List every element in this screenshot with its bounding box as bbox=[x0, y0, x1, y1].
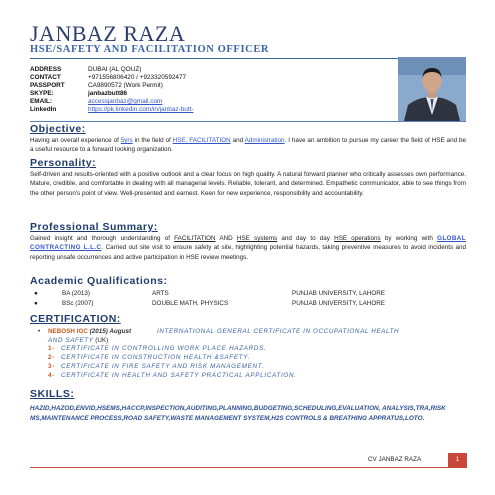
footer-label: CV JANBAZ RAZA bbox=[368, 456, 422, 463]
section-divider bbox=[30, 121, 466, 122]
page-number: 1 bbox=[448, 453, 467, 467]
certification-heading: CERTIFICATION: bbox=[30, 313, 121, 325]
text-run: and day to day bbox=[277, 235, 335, 242]
objective-heading: Objective: bbox=[30, 123, 86, 135]
contact-value: janbazbutt86 bbox=[88, 90, 128, 98]
underlined-term: HSE operations bbox=[334, 235, 381, 242]
cert-sub-text: CERTIFICATE IN HEALTH AND SAFETY PRACTICAL APPLICATION. bbox=[61, 371, 297, 379]
text-run: Having an overall experience of bbox=[30, 137, 121, 144]
linkedin-link[interactable]: https://pk.linkedin.com/in/janbaz-butt- bbox=[88, 106, 194, 114]
cert-sub-number: 1- bbox=[48, 345, 55, 353]
cert-country: (UK) bbox=[93, 336, 109, 344]
email-link[interactable]: accessjanbaz@gmail.com bbox=[88, 98, 163, 106]
portrait-image bbox=[398, 57, 466, 121]
contact-linkedin bbox=[30, 106, 194, 114]
cert-sub-text: CERTIFICATE IN CONTROLLING WORK PLACE HAZARDS. bbox=[61, 345, 267, 353]
cert-sub-item bbox=[48, 354, 399, 363]
text-run: . I have an ambition to pursue my career the field of HSE and be a useful resource to a forward looking organization. bbox=[30, 137, 466, 154]
cert-sub-item bbox=[48, 345, 399, 354]
contact-address bbox=[30, 66, 194, 74]
contact-label: PASSPORT bbox=[30, 82, 65, 90]
footer-divider bbox=[30, 467, 467, 468]
subject: DOUBLE MATH, PHYSICS bbox=[152, 300, 229, 307]
objective-text bbox=[30, 136, 466, 155]
field-link: HSE, FACILITATION bbox=[172, 137, 231, 144]
candidate-name: JANBAZ RAZA bbox=[30, 21, 186, 46]
degree: BSc (2007) bbox=[62, 300, 94, 307]
personality-text: Self-driven and results-oriented with a positive outlook and a clear focus on high quality. A natural forward planner who critically assesses own performance. Mature, credible, and comfortable in dealing with all managerial levels. Reliable, tolerant, and determined. Empathetic communicator, able to see things from the other person's point of view. Well-presented and earnest. Keen for new experience, responsibility and accountability. bbox=[30, 171, 466, 197]
cert-sub-number: 4- bbox=[48, 371, 55, 379]
contact-label: CONTACT bbox=[30, 74, 61, 82]
contact-value: +971556806420 / +923320592477 bbox=[88, 74, 187, 82]
text-run: by working with bbox=[380, 235, 438, 242]
cert-sub-item bbox=[48, 372, 399, 381]
institute: PUNJAB UNIVERSITY, LAHORE bbox=[292, 290, 385, 297]
skills-text: HAZID,HAZOD,ENVID,HSEMS,HACCP,INSPECTION,AUDITING,PLANNING,BUDGETING,SCHEDULING,EVALUATION, ANALYSIS,TRA,RISK MS,MAINTENANCE PROCESS,ROAD SAFETY,WASTE MANAGEMENT SYSTEM,H2S CONTROLS & BREATHING APPRATUS,LOTO. bbox=[30, 405, 446, 422]
contact-block bbox=[30, 66, 194, 115]
cert-sub-item bbox=[48, 363, 399, 372]
job-title: HSE/SAFETY AND FACILITATION OFFICER bbox=[30, 44, 270, 55]
profile-photo bbox=[398, 57, 466, 121]
summary-text bbox=[30, 234, 466, 262]
contact-label: EMAIL: bbox=[30, 98, 53, 106]
summary-heading: Professional Summary: bbox=[30, 221, 158, 233]
cert-sub-text: CERTIFICATE IN CONSTRUCTION HEALTH &SAFETY. bbox=[61, 354, 251, 362]
cert-sub-number: 2- bbox=[48, 354, 55, 362]
degree: BA (2013) bbox=[62, 290, 91, 297]
text-run: Gained insight and thorough understanding of bbox=[30, 235, 175, 242]
qualifications-heading: Academic Qualifications: bbox=[30, 275, 168, 287]
contact-phone bbox=[30, 74, 194, 82]
text-run: . Carried out site visit to ensure safety at site, highlighting potential hazards, taking preventive measures to avoid incidents and reporting unsafe occurrences and active participation in HSE review meetings. bbox=[30, 244, 466, 261]
cert-description-cont bbox=[48, 337, 399, 346]
cert-sub-number: 3- bbox=[48, 362, 55, 370]
cert-description: INTERNATIONAL GENERAL CERTIFICATE IN OCCUPATIONAL HEALTH bbox=[157, 328, 400, 335]
contact-email bbox=[30, 98, 194, 106]
subject: ARTS bbox=[152, 290, 169, 297]
contact-skype bbox=[30, 90, 194, 98]
cert-sub-text: CERTIFICATE IN FIRE SAFETY AND RISK MANAGEMENT. bbox=[61, 362, 265, 370]
qualification-row bbox=[30, 300, 385, 307]
contact-label: SKYPE: bbox=[30, 90, 54, 98]
institute: PUNJAB UNIVERSITY, LAHORE bbox=[292, 300, 385, 307]
contact-label: ADDRESS bbox=[30, 66, 62, 73]
text-run: AND bbox=[215, 235, 237, 242]
bullet-icon: ● bbox=[34, 290, 38, 297]
qualification-row bbox=[30, 290, 385, 297]
certification-item bbox=[38, 328, 400, 337]
personality-heading: Personality: bbox=[30, 157, 97, 169]
company-name: GLOBAL CONTRACTING L.L.C bbox=[30, 235, 466, 252]
text-run: in the field of bbox=[132, 137, 173, 144]
contact-value: CA9890572 (Work Permit) bbox=[88, 82, 163, 90]
cert-name: NEBOSH IGC bbox=[48, 328, 88, 335]
text-run: and bbox=[230, 137, 245, 144]
underlined-term: FACILITATION bbox=[174, 235, 216, 242]
underlined-term: HSE systems bbox=[236, 235, 278, 242]
skills-heading: SKILLS: bbox=[30, 388, 75, 400]
contact-value: DUBAI (AL QOUZ) bbox=[88, 66, 142, 73]
bullet-icon: • bbox=[38, 328, 41, 335]
certification-list bbox=[38, 328, 400, 380]
contact-passport bbox=[30, 82, 194, 90]
cert-year: (2015) August bbox=[87, 328, 132, 335]
admin-link: Administration bbox=[244, 137, 285, 144]
bullet-icon: ● bbox=[34, 300, 38, 307]
cert-description-2: AND SAFETY bbox=[48, 336, 94, 344]
experience-link: 5yrs bbox=[120, 137, 133, 144]
contact-label: LinkedIn bbox=[30, 106, 57, 114]
